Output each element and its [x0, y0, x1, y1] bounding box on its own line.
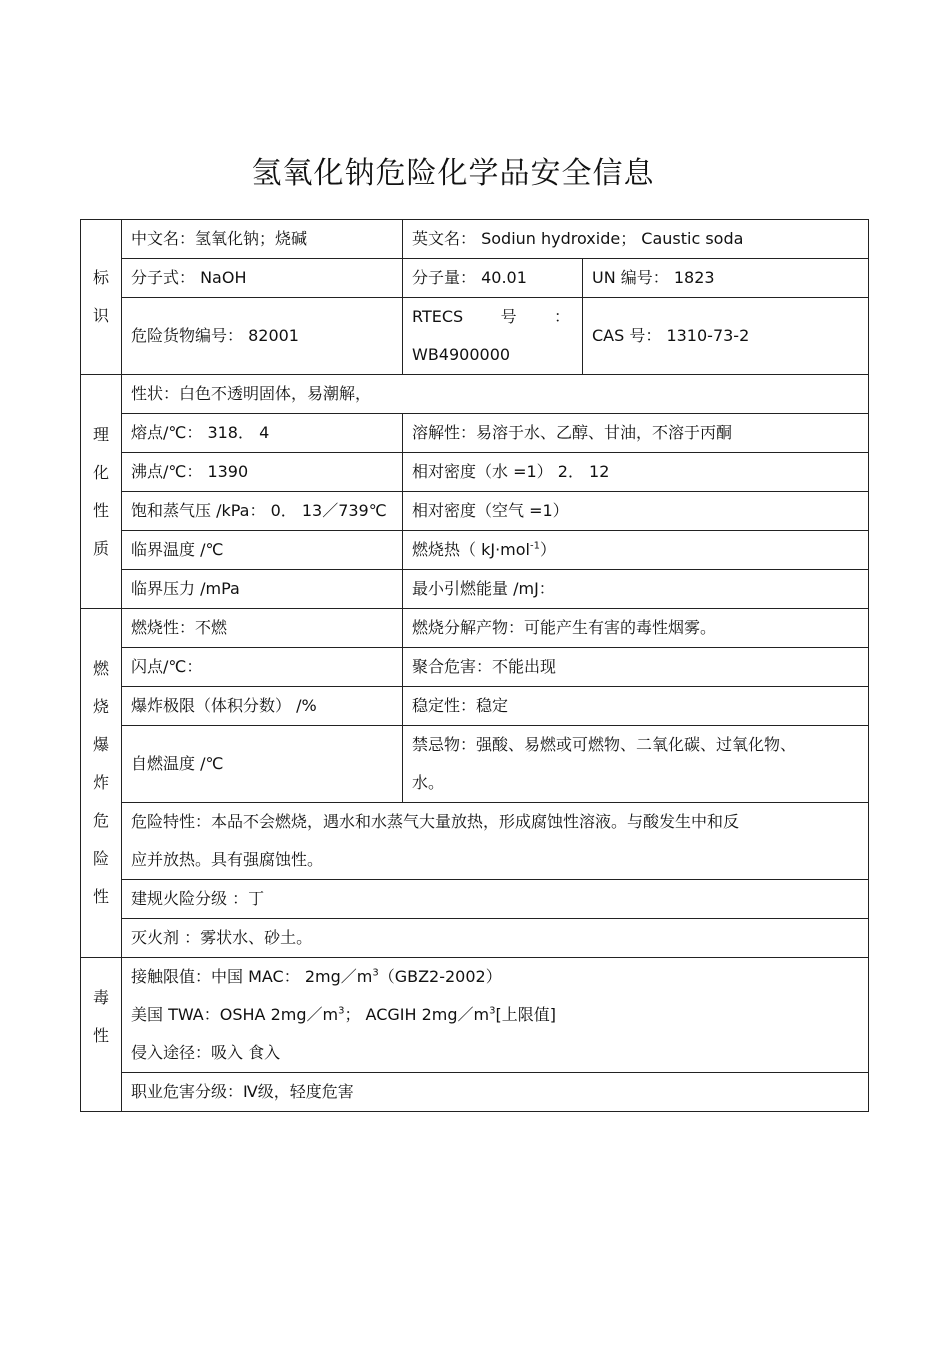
cas-cell: CAS 号： 1310-73-2: [583, 298, 869, 375]
limit-us: 美国 TWA：OSHA $2mg/m^3$； ACGIH $2mg/m^3$[上限值]: [131, 1005, 556, 1024]
explosion-limit-cell: 爆炸极限（体积分数） /%: [122, 687, 403, 726]
autoignition-cell: 自燃温度 /℃: [122, 726, 403, 803]
category-physchem: 理 化 性 质: [81, 375, 122, 609]
density-water-cell: 相对密度（水 =1） 2． 12: [403, 453, 869, 492]
entry-route: 侵入途径：吸入 食入: [131, 1043, 281, 1062]
cn-name-cell: 中文名：氢氧化钠；烧碱: [122, 220, 403, 259]
vapor-pressure-cell: 饱和蒸气压 /kPa： 0． 13／739℃: [122, 492, 403, 531]
melting-point-cell: 熔点/℃： 318． 4: [122, 414, 403, 453]
page-title: 氢氧化钠危险化学品安全信息: [251, 156, 655, 191]
hazard-characteristics-cell: 危险特性：本品不会燃烧，遇水和水蒸气大量放热，形成腐蚀性溶液。与酸发生中和反 应并放热。具有强腐蚀性。: [122, 803, 869, 880]
toxicity-limits-cell: [122, 958, 869, 1073]
critical-pressure-cell: 临界压力 /mPa: [122, 570, 403, 609]
mol-weight-cell: 分子量： 40.01: [403, 259, 583, 298]
decomposition-cell: 燃烧分解产物：可能产生有害的毒性烟雾。: [403, 609, 869, 648]
en-name-cell: 英文名： Sodiun hydroxide； Caustic soda: [403, 220, 869, 259]
category-identification: 标 识: [81, 220, 122, 375]
density-air-cell: 相对密度（空气 =1）: [403, 492, 869, 531]
un-number-cell: UN 编号： 1823: [583, 259, 869, 298]
flash-point-cell: 闪点/℃：: [122, 648, 403, 687]
stability-cell: 稳定性：稳定: [403, 687, 869, 726]
min-ignition-cell: 最小引燃能量 /mJ：: [403, 570, 869, 609]
occupational-hazard-cell: 职业危害分级：Ⅳ级，轻度危害: [122, 1073, 869, 1112]
extinguisher-cell: 灭火剂 ：雾状水、砂土。: [122, 919, 869, 958]
polymerization-cell: 聚合危害：不能出现: [403, 648, 869, 687]
critical-temp-cell: 临界温度 /℃: [122, 531, 403, 570]
hazard-goods-number-cell: 危险货物编号： 82001: [122, 298, 403, 375]
rtecs-cell: [403, 298, 583, 375]
category-fire-explosion: 燃 烧 爆 炸 危 险 性: [81, 609, 122, 958]
flammability-cell: 燃烧性：不燃: [122, 609, 403, 648]
safety-info-table: [80, 219, 869, 1112]
fire-class-cell: 建规火险分级 ：丁: [122, 880, 869, 919]
formula-cell: 分子式： NaOH: [122, 259, 403, 298]
solubility-cell: 溶解性：易溶于水、乙醇、甘油，不溶于丙酮: [403, 414, 869, 453]
limit-china: 接触限值：中国 MAC： $2mg/m^3(GBZ2-2002)$: [131, 967, 502, 986]
appearance-cell: 性状：白色不透明固体，易潮解，: [122, 375, 869, 414]
boiling-point-cell: 沸点/℃： 1390: [122, 453, 403, 492]
category-toxicity: 毒 性: [81, 958, 122, 1112]
combustion-heat-cell: 燃烧热（ kJ·mol$^{-1}$）: [403, 531, 869, 570]
rtecs-label: RTECS 号 ：: [412, 307, 570, 326]
rtecs-value: WB4900000: [412, 345, 511, 364]
incompatible-cell: 禁忌物：强酸、易燃或可燃物、二氧化碳、过氧化物、 水。: [403, 726, 869, 803]
